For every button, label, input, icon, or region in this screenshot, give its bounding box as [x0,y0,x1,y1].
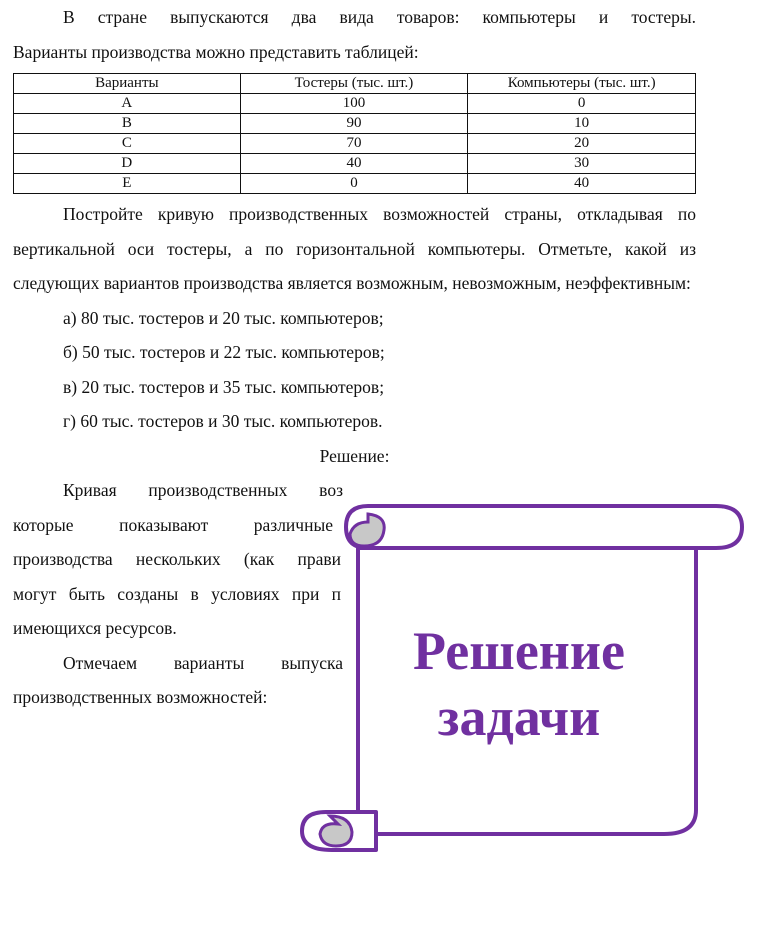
scroll-title [344,618,694,750]
option-a: а) 80 тыс. тостеров и 20 тыс. компьютеров; [63,307,384,328]
solution-line: могут быть созданы в условиях при п [13,583,341,604]
table-cell: E [14,174,241,194]
solution-line: производственных возможностей: [13,687,268,707]
solution-line: которые показывают различные [13,514,333,535]
intro-line-1: В стране выпускаются два вида товаров: компьютеры и тостеры. [63,7,696,27]
table-cell: 30 [468,154,696,174]
scroll-title-line-1: Решение [413,621,625,681]
table-cell: 40 [468,174,696,194]
solution-scroll-banner [296,500,746,860]
option-c: в) 20 тыс. тостеров и 35 тыс. компьютеров; [63,376,385,397]
table-cell: 0 [468,94,696,114]
solution-line: имеющихся ресурсов. [13,618,177,638]
production-options-table [13,73,696,194]
table-cell: B [14,114,241,134]
table-cell: A [14,94,241,114]
table-cell: 90 [240,114,468,134]
header-computers: Компьютеры (тыс. шт.) [468,74,696,94]
task-paragraph: Постройте кривую производственных возможностей страны, откладывая по вертикальной оси тостеры, а по горизонтальной компьютеры. Отметьте, какой из следующих вариантов производства является возможным, невозможным, неэффективным: [13,204,696,293]
solution-line: Отмечаем варианты выпуска [63,652,343,673]
table-row [14,114,696,134]
table-cell: D [14,154,241,174]
table-row [14,154,696,174]
intro-line-2: Варианты производства можно представить таблицей: [13,41,419,62]
table-cell: 20 [468,134,696,154]
table-cell: 100 [240,94,468,114]
solution-line: производства нескольких (как прави [13,549,341,569]
header-toasters: Тостеры (тыс. шт.) [240,74,468,94]
table-row [14,94,696,114]
option-b: б) 50 тыс. тостеров и 22 тыс. компьютеров; [63,342,385,362]
table-cell: 10 [468,114,696,134]
table-header-row [14,74,696,94]
option-d: г) 60 тыс. тостеров и 30 тыс. компьютеров. [63,411,383,431]
scroll-title-line-2: задачи [437,687,601,747]
table-cell: 0 [240,174,468,194]
table-cell: 40 [240,154,468,174]
table-cell: 70 [240,134,468,154]
table-row [14,174,696,194]
header-variants: Варианты [14,74,241,94]
solution-line: Кривая производственных воз [63,480,343,500]
table-cell: C [14,134,241,154]
table-row [14,134,696,154]
solution-heading: Решение: [319,445,390,466]
